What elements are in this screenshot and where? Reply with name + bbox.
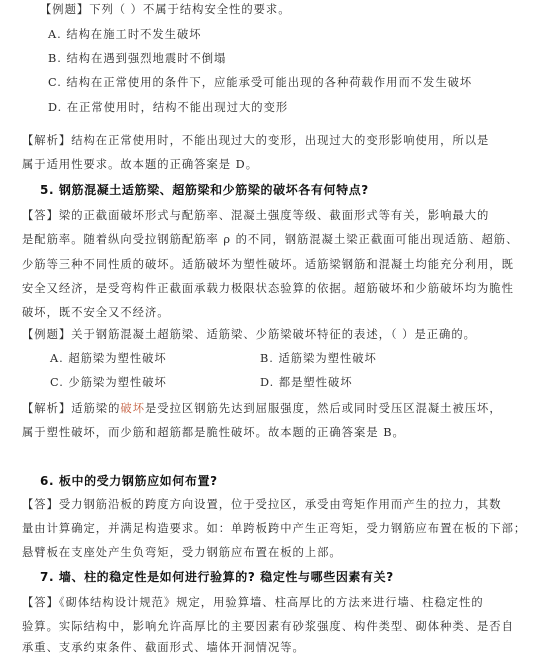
q6-answer-line: 【答】受力钢筋沿板的跨度方向设置，位于受拉区，承受由弯矩作用而产生的拉力，其数: [22, 498, 502, 511]
question-6-title: 6. 板中的受力钢筋应如何布置?: [40, 474, 218, 488]
q5-answer-line: 是配筋率。随着纵向受拉钢筋配筋率 ρ 的不同，钢筋混凝土梁正截面可能出现适筋、超筋、: [22, 233, 519, 246]
example2-option-a: A. 超筋梁为塑性破坏: [50, 352, 167, 365]
example2-option-b: B. 适筋梁为塑性破坏: [260, 352, 377, 365]
q7-answer-line: 【答】《砌体结构设计规范》规定，用验算墙、柱高厚比的方法来进行墙、柱稳定性的: [22, 596, 484, 609]
analysis-prefix: 【解析】适筋梁的: [22, 402, 121, 415]
analysis-highlight: 破坏: [120, 402, 145, 415]
example2-option-c: C. 少筋梁为塑性破坏: [50, 376, 167, 389]
q5-answer-line: 【答】梁的正截面破坏形式与配筋率、混凝土强度等级、截面形式等有关，影响最大的: [22, 209, 490, 222]
example2-analysis-line: [22, 402, 502, 416]
q5-answer-line: 破坏，既不安全又不经济。: [22, 306, 170, 319]
example1-option-a: A. 结构在施工时不发生破坏: [48, 28, 202, 41]
example1-option-c: C. 结构在正常使用的条件下，应能承受可能出现的各种荷载作用而不发生破坏: [48, 76, 473, 89]
example1-stem: 【例题】下列（ ）不属于结构安全性的要求。: [40, 3, 291, 16]
q5-answer-line: 少筋等三种不同性质的破坏。适筋破坏为塑性破坏。适筋梁钢筋和混凝土均能充分利用，既: [22, 258, 514, 271]
q7-answer-line: 承重、支承约束条件、截面形式、墙体开洞情况等。: [22, 641, 305, 654]
example1-analysis-line: 属于适用性要求。故本题的正确答案是 D。: [22, 158, 258, 171]
question-7-title: 7. 墙、柱的稳定性是如何进行验算的? 稳定性与哪些因素有关?: [40, 570, 394, 584]
q6-answer-line: 量由计算确定，并满足构造要求。如：单跨板跨中产生正弯矩，受力钢筋应布置在板的下部；: [22, 522, 527, 535]
example2-analysis-line: 属于塑性破坏，而少筋和超筋都是脆性破坏。故本题的正确答案是 B。: [22, 426, 405, 439]
q5-answer-line: 安全又经济，是受弯构件正截面承载力极限状态验算的依据。超筋破坏和少筋破坏均为脆性: [22, 282, 514, 295]
question-5-title: 5. 钢筋混凝土适筋梁、超筋梁和少筋梁的破坏各有何特点?: [40, 183, 369, 197]
example1-option-b: B. 结构在遇到强烈地震时不倒塌: [48, 52, 227, 65]
q7-answer-line: 验算。实际结构中，影响允许高厚比的主要因素有砂浆强度、构件类型、砌体种类、是否自: [22, 620, 514, 633]
example1-option-d: D. 在正常使用时，结构不能出现过大的变形: [48, 101, 289, 114]
example1-analysis-line: 【解析】结构在正常使用时，不能出现过大的变形，出现过大的变形影响使用，所以是: [22, 134, 490, 147]
analysis-rest: 是受拉区钢筋先达到屈服强度，然后或同时受压区混凝土被压坏，: [145, 402, 502, 415]
example2-stem: 【例题】关于钢筋混凝土超筋梁、适筋梁、少筋梁破坏特征的表述，（ ）是正确的。: [22, 328, 476, 341]
q6-answer-line: 悬臂板在支座处产生负弯矩，受力钢筋应布置在板的上部。: [22, 546, 342, 559]
example2-option-d: D. 都是塑性破坏: [260, 376, 353, 389]
